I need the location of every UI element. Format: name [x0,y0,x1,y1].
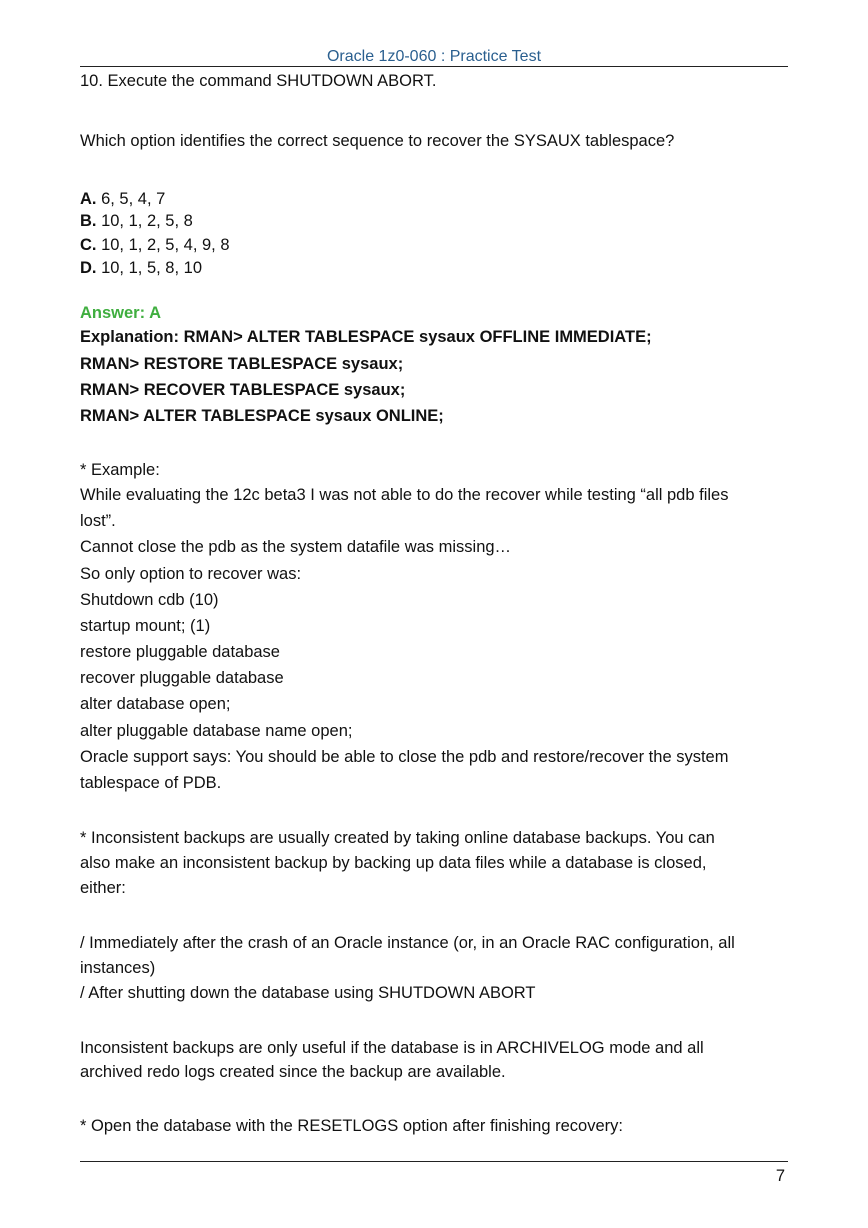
example-line: * Example: [80,461,160,479]
paragraph-line: / After shutting down the database using SHUTDOWN ABORT [80,984,536,1002]
paragraph-line: also make an inconsistent backup by backing up data files while a database is closed, [80,854,707,872]
paragraph-line: either: [80,879,126,897]
example-line: Shutdown cdb (10) [80,591,219,609]
option-text: 10, 1, 2, 5, 4, 9, 8 [96,236,230,254]
example-line: lost”. [80,512,116,530]
option-d [80,258,202,278]
paragraph-line: * Inconsistent backups are usually created by taking online database backups. You can [80,829,715,847]
explanation-line: RMAN> RECOVER TABLESPACE sysaux; [80,381,406,399]
example-line: Oracle support says: You should be able to close the pdb and restore/recover the system [80,748,729,766]
option-letter: D. [80,259,97,277]
option-letter: C. [80,236,97,254]
option-b [80,211,193,231]
example-line: restore pluggable database [80,643,280,661]
example-line: While evaluating the 12c beta3 I was not able to do the recover while testing “all pdb files [80,486,729,504]
page-number: 7 [775,1167,785,1185]
option-text: 6, 5, 4, 7 [96,190,166,208]
step-10-text: 10. Execute the command SHUTDOWN ABORT. [80,72,437,90]
explanation-line: RMAN> ALTER TABLESPACE sysaux ONLINE; [80,407,444,425]
option-letter: B. [80,212,97,230]
footer-rule [80,1161,788,1162]
question-text: Which option identifies the correct sequence to recover the SYSAUX tablespace? [80,132,675,150]
example-line: alter database open; [80,695,231,713]
example-line: recover pluggable database [80,669,284,687]
example-line: tablespace of PDB. [80,774,222,792]
example-line: alter pluggable database name open; [80,722,353,740]
answer-label: Answer: A [80,304,161,322]
example-line: Cannot close the pdb as the system datafile was missing… [80,538,512,556]
option-c [80,235,230,255]
paragraph-line: instances) [80,959,156,977]
example-line: So only option to recover was: [80,565,302,583]
page-header: Oracle 1z0-060 : Practice Test [80,47,788,67]
explanation-line: Explanation: RMAN> ALTER TABLESPACE sysaux OFFLINE IMMEDIATE; [80,328,652,346]
example-line: startup mount; (1) [80,617,211,635]
option-a [80,189,165,209]
option-text: 10, 1, 5, 8, 10 [96,259,202,277]
paragraph-line: archived redo logs created since the backup are available. [80,1063,506,1081]
paragraph-line: Inconsistent backups are only useful if the database is in ARCHIVELOG mode and all [80,1039,704,1057]
paragraph-line: * Open the database with the RESETLOGS option after finishing recovery: [80,1117,623,1135]
explanation-line: RMAN> RESTORE TABLESPACE sysaux; [80,355,404,373]
paragraph-line: / Immediately after the crash of an Oracle instance (or, in an Oracle RAC configuration, all [80,934,735,952]
option-text: 10, 1, 2, 5, 8 [96,212,193,230]
option-letter: A. [80,190,97,208]
